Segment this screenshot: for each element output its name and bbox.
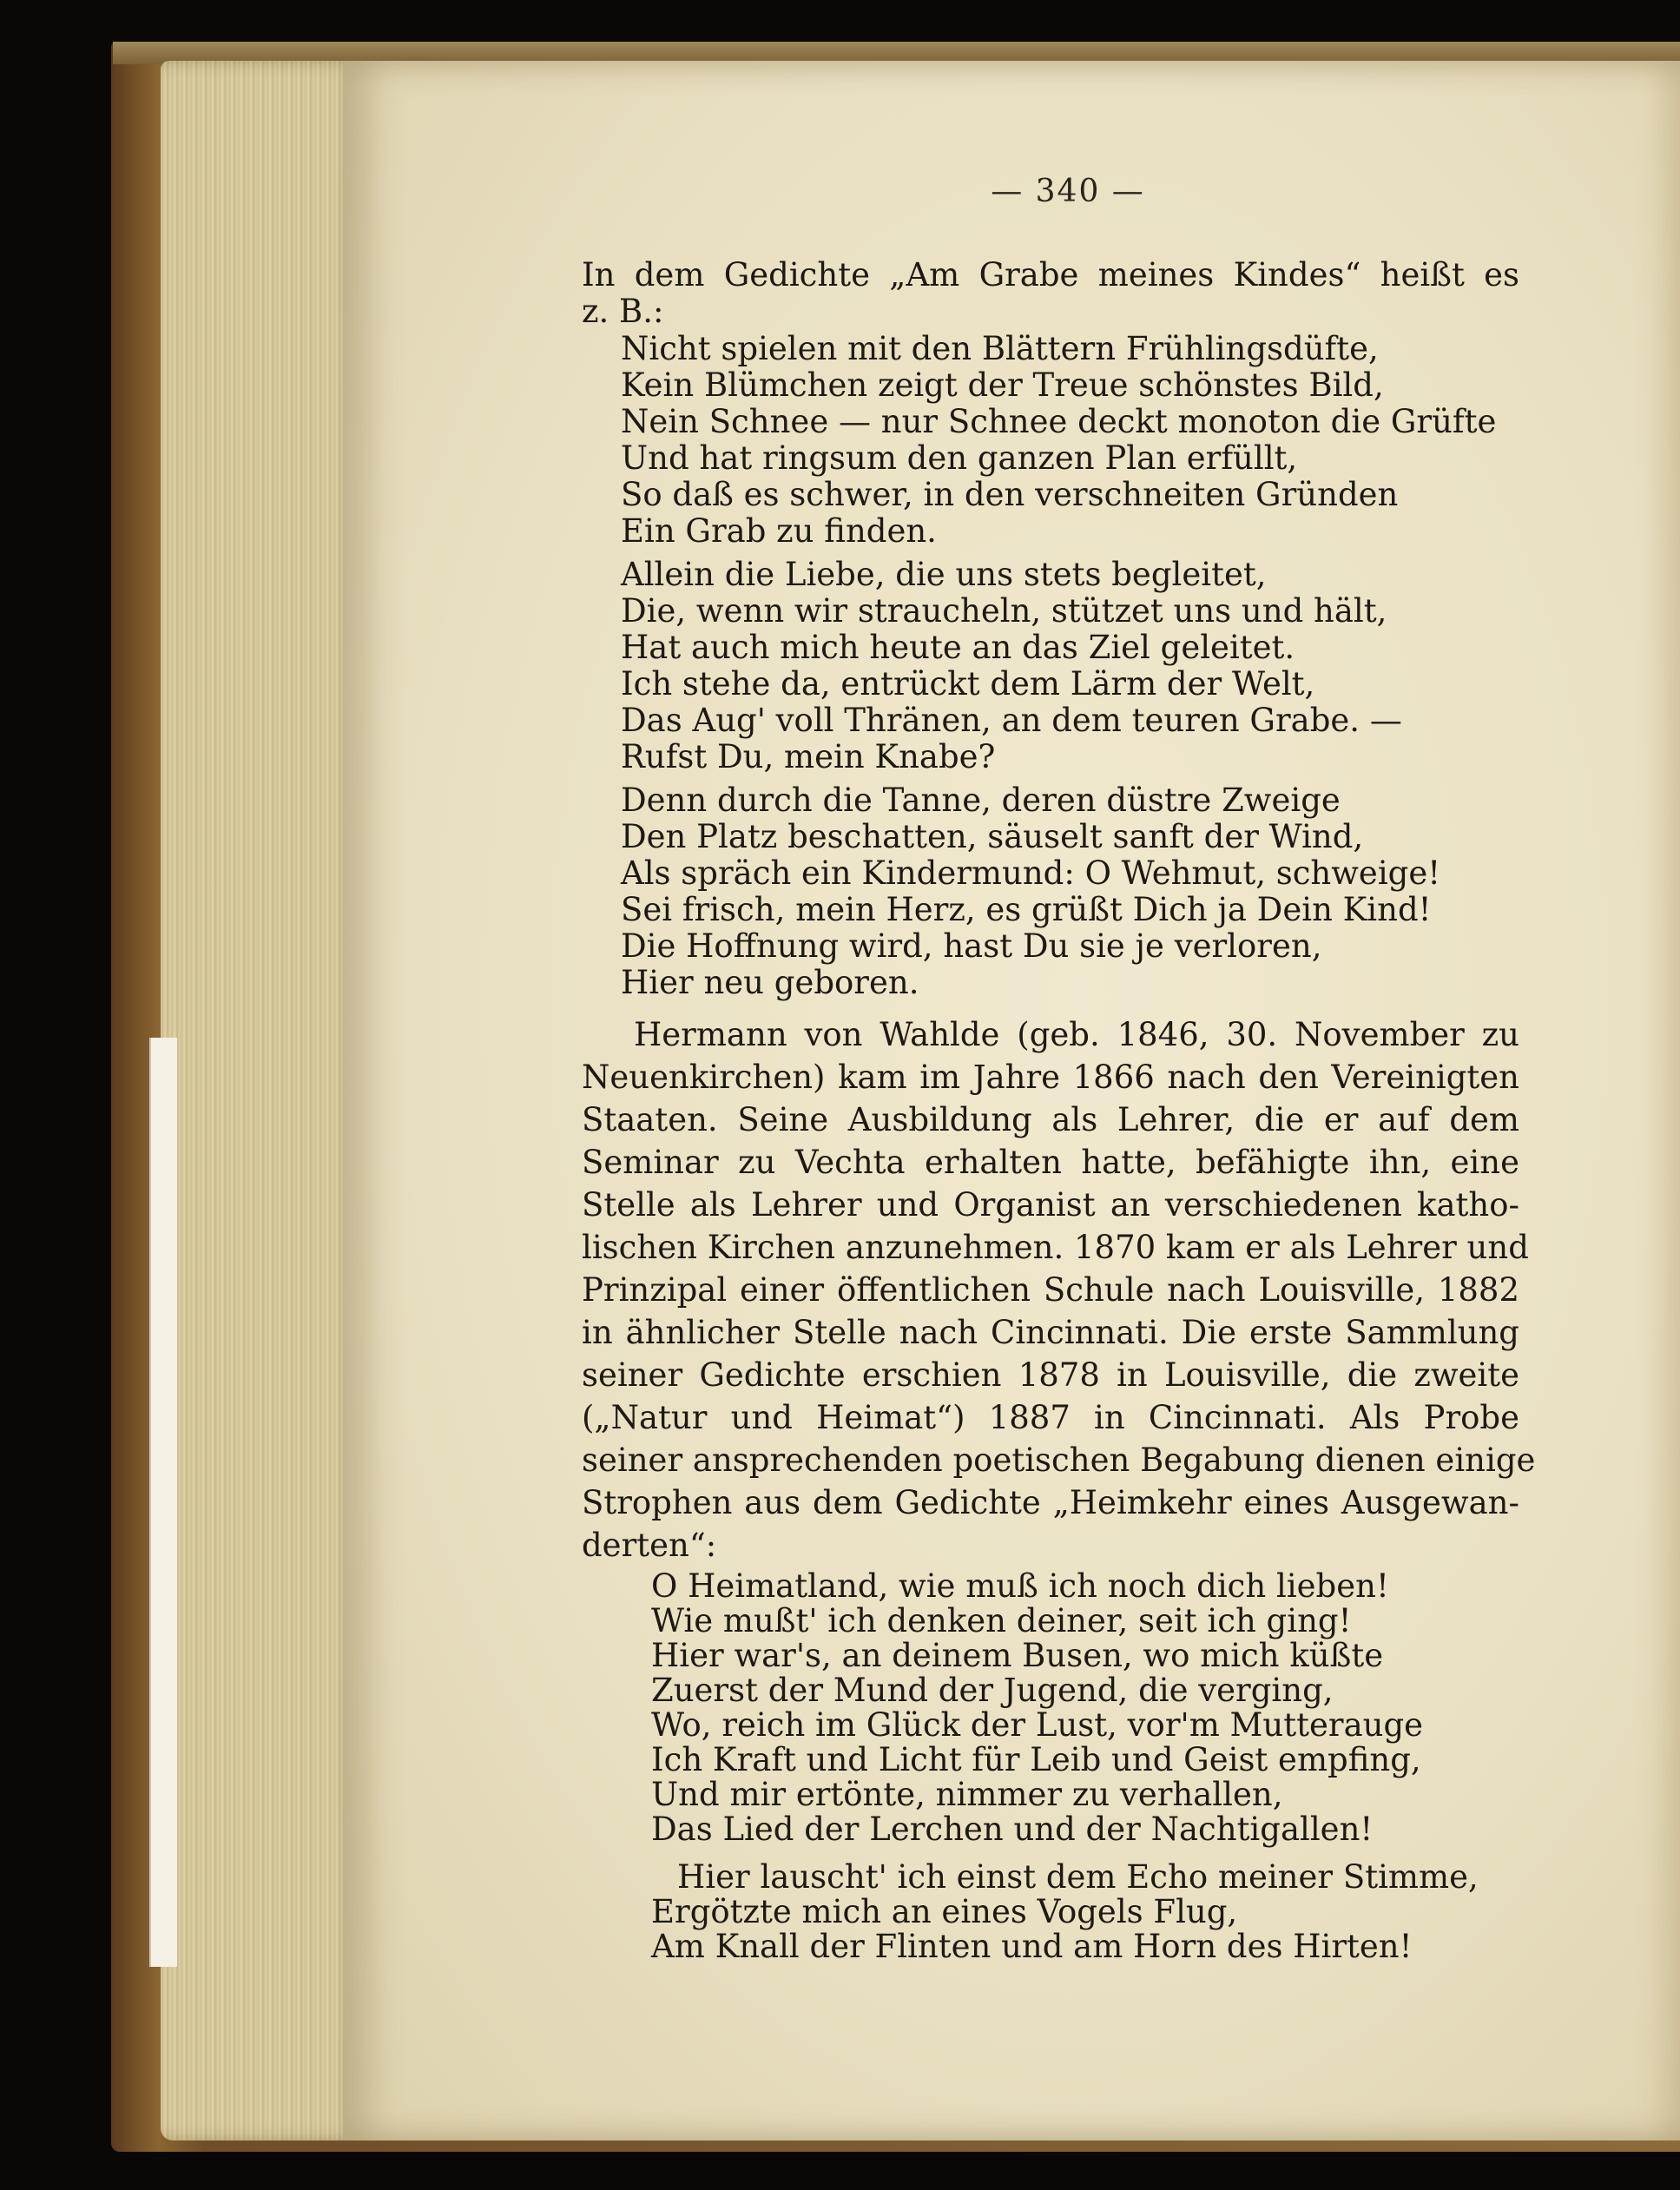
poem-line: So daß es schwer, in den verschneiten Gründen — [621, 476, 1399, 513]
bio-line: Staaten. Seine Ausbildung als Lehrer, die er auf dem — [582, 1101, 1519, 1138]
poem-line: Hier war's, an deinem Busen, wo mich küßte — [651, 1637, 1384, 1674]
intro-line: In dem Gedichte „Am Grabe meines Kindes“ heißt es — [582, 256, 1519, 294]
poem-line: Das Aug' voll Thränen, an dem teuren Grabe. — — [621, 702, 1402, 739]
bio-line: seiner Gedichte erschien 1878 in Louisville, die zweite — [582, 1356, 1519, 1394]
poem-line: Ich stehe da, entrückt dem Lärm der Welt, — [621, 665, 1315, 703]
poem-line: Zuerst der Mund der Jugend, die verging, — [651, 1672, 1334, 1709]
poem-line: Den Platz beschatten, säuselt sanft der Wind, — [621, 818, 1364, 855]
bio-line: derten“: — [582, 1527, 717, 1564]
poem-line: Hier neu geboren. — [621, 964, 919, 1001]
bio-line: in ähnlicher Stelle nach Cincinnati. Die erste Sammlung — [582, 1314, 1519, 1351]
bio-line: Neuenkirchen) kam im Jahre 1866 nach den Vereinigten — [582, 1059, 1519, 1096]
poem-line: Als spräch ein Kindermund: O Wehmut, schweige! — [621, 854, 1441, 892]
poem-line: Ich Kraft und Licht für Leib und Geist empfing, — [651, 1741, 1421, 1778]
poem-line: Sei frisch, mein Herz, es grüßt Dich ja Dein Kind! — [621, 891, 1432, 928]
poem-line: Und mir ertönte, nimmer zu verhallen, — [651, 1776, 1283, 1813]
poem-line: Ein Grab zu finden. — [621, 512, 937, 550]
bio-line: Seminar zu Vechta erhalten hatte, befähigte ihn, eine — [582, 1144, 1519, 1181]
poem-line: Hier lauscht' ich einst dem Echo meiner Stimme, — [677, 1858, 1479, 1896]
poem-line: Die, wenn wir straucheln, stützet uns und hält, — [621, 592, 1387, 630]
poem-line: Hat auch mich heute an das Ziel geleitet. — [621, 629, 1295, 666]
poem-line: O Heimatland, wie muß ich noch dich lieben! — [651, 1567, 1389, 1605]
poem-line: Kein Blümchen zeigt der Treue schönstes Bild, — [621, 366, 1384, 404]
bio-line: lischen Kirchen anzunehmen. 1870 kam er als Lehrer und — [582, 1229, 1529, 1266]
poem-line: Wo, reich im Glück der Lust, vor'm Mutterauge — [651, 1706, 1424, 1744]
page-edges — [161, 61, 360, 2141]
poem-line: Rufst Du, mein Knabe? — [621, 738, 996, 775]
bio-line: Hermann von Wahlde (geb. 1846, 30. November zu — [634, 1016, 1519, 1053]
poem-line: Und hat ringsum den ganzen Plan erfüllt, — [621, 439, 1298, 477]
bio-line: Prinzipal einer öffentlichen Schule nach Louisville, 1882 — [582, 1271, 1519, 1309]
poem-line: Allein die Liebe, die uns stets begleitet, — [621, 556, 1267, 593]
bio-line: Stelle als Lehrer und Organist an verschiedenen katho- — [582, 1186, 1519, 1224]
poem-line: Denn durch die Tanne, deren düstre Zweige — [621, 782, 1341, 819]
poem-line: Die Hoffnung wird, hast Du sie je verloren, — [621, 927, 1322, 965]
poem-line: Wie mußt' ich denken deiner, seit ich ging! — [651, 1602, 1352, 1639]
poem-line: Am Knall der Flinten und am Horn des Hirten! — [651, 1928, 1413, 1965]
page-number: — 340 — — [991, 174, 1145, 209]
bio-line: („Natur und Heimat“) 1887 in Cincinnati. Als Probe — [582, 1399, 1519, 1436]
bio-line: Strophen aus dem Gedichte „Heimkehr eines Ausgewan- — [582, 1484, 1519, 1521]
intro-line: z. B.: — [582, 293, 664, 330]
bookmark-strip — [149, 1038, 177, 1967]
poem-line: Das Lied der Lerchen und der Nachtigallen! — [651, 1811, 1374, 1848]
poem-line: Ergötzte mich an eines Vogels Flug, — [651, 1893, 1238, 1930]
poem-line: Nein Schnee — nur Schnee deckt monoton die Grüfte — [621, 403, 1497, 440]
bio-line: seiner ansprechenden poetischen Begabung dienen einige — [582, 1441, 1536, 1479]
poem-line: Nicht spielen mit den Blättern Frühlingsdüfte, — [621, 330, 1379, 367]
